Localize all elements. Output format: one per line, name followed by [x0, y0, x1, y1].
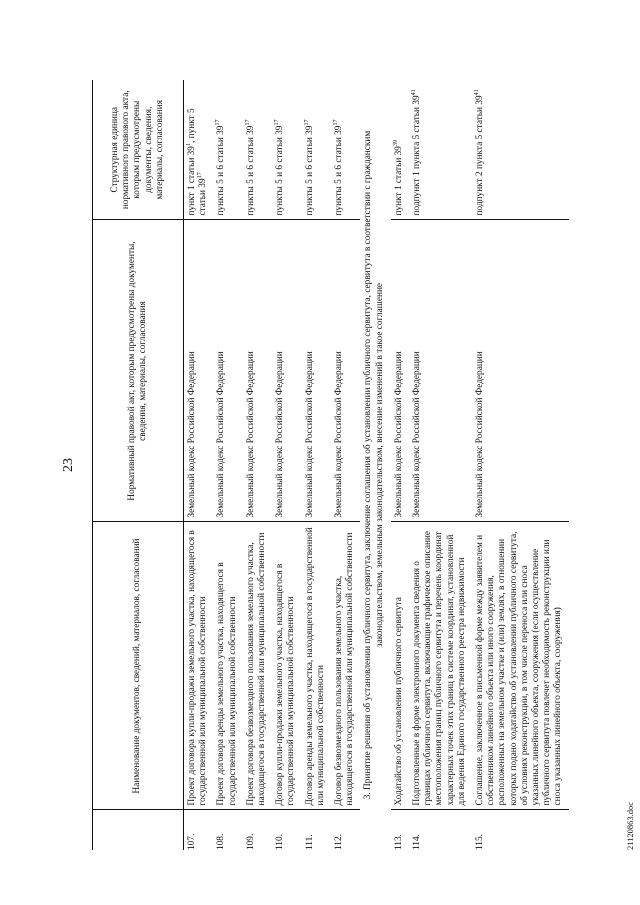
row-unit-sup: 39 [392, 140, 399, 147]
row-act: Земельный кодекс Российской Федерации [213, 220, 242, 522]
row-name: Договор безвозмездного пользования земельного участка, находящегося в государственной или муниципальной собственности [331, 522, 360, 810]
table-row [409, 80, 472, 850]
row-unit-sup2: 17 [197, 172, 204, 179]
row-name: Подготовленные в форме электронного документа сведения о границах публичного сервитута, включающие графическое описание местоположения границ публичного сервитута и перечень координат характерных точек этих границ в системе координат, установленной для ведения Единого государственного реестра недвижимости [409, 522, 472, 810]
row-unit-text: пункты 5 и 6 статьи 39 [275, 125, 286, 216]
row-unit-text: пункты 5 и 6 статьи 39 [245, 125, 256, 216]
row-unit [213, 80, 242, 220]
row-number: 113. [393, 834, 404, 850]
row-act: Земельный кодекс Российской Федерации [243, 220, 272, 522]
row-unit-sup: 17 [215, 119, 222, 126]
row-number: 109. [245, 833, 256, 850]
footer-file-code: 21120863.doc [625, 801, 635, 850]
row-name: Договор аренды земельного участка, находящегося в государственной или муниципальной собственности [302, 522, 331, 810]
header-name: Наименование документов, сведений, материалов, согласований [93, 522, 184, 810]
row-unit-text: пункты 5 и 6 статьи 39 [334, 125, 345, 216]
row-unit [302, 80, 331, 220]
row-act: Земельный кодекс Российской Федерации [391, 220, 409, 522]
documents-table [92, 80, 569, 850]
row-unit [472, 80, 569, 220]
row-unit-sup: 41 [410, 89, 417, 96]
row-unit-text: пункты 5 и 6 статьи 39 [304, 125, 315, 216]
section-heading-row [360, 80, 390, 850]
row-number: 111. [304, 834, 315, 850]
row-act: Земельный кодекс Российской Федерации [331, 220, 360, 522]
row-act: Земельный кодекс Российской Федерации [302, 220, 331, 522]
row-unit-text: пункты 5 и 6 статьи 39 [216, 125, 227, 216]
table-header-row [93, 80, 184, 850]
row-number: 108. [216, 833, 227, 850]
table-row [472, 80, 569, 850]
table-row [184, 80, 214, 850]
table-row [213, 80, 242, 850]
row-name: Ходатайство об установлении публичного сервитута [391, 522, 409, 810]
row-unit [272, 80, 301, 220]
row-number: 115. [475, 834, 486, 850]
row-name: Договор купли-продажи земельного участка, находящегося в государственной или муниципальной собственности [272, 522, 301, 810]
row-unit-sup: 41 [473, 89, 480, 96]
row-unit [391, 80, 409, 220]
section-heading: 3. Принятие решения об установлении публичного сервитута, заключение соглашения об установлении публичного сервитута, сервитута в соответствии с гражданским законодательством, земельным законодательством, внесение изменений в такое соглашение [363, 130, 385, 800]
row-act: Земельный кодекс Российской Федерации [184, 220, 214, 522]
row-name: Соглашение, заключенное в письменной форме между заявителем и собственником линейного объекта или иного сооружения, расположенных на земельном участке и (или) землях, в отношении которых подано ходатайство об установлении публичного сервитута, об условиях реконструкции, в том числе переноса или сноса указанных линейного объекта, сооружения (если осуществление публичного сервитута повлечет необходимость реконструкции или сноса указанных линейного объекта, сооружения) [472, 522, 569, 810]
table-row [302, 80, 331, 850]
row-unit [331, 80, 360, 220]
row-name: Проект договора безвозмездного пользования земельного участка, находящегося в государственной или муниципальной собственности [243, 522, 272, 810]
header-num [93, 810, 184, 850]
page-number: 23 [61, 458, 76, 472]
row-act: Земельный кодекс Российской Федерации [409, 220, 472, 522]
row-unit [243, 80, 272, 220]
row-act: Земельный кодекс Российской Федерации [472, 220, 569, 522]
row-unit-text-rest: , пункт 5 статьи 39 [187, 108, 209, 216]
row-unit-sup: 17 [332, 119, 339, 126]
row-unit-text: пункт 1 статьи 39 [187, 146, 197, 216]
row-unit [409, 80, 472, 220]
table-row [331, 80, 360, 850]
row-act: Земельный кодекс Российской Федерации [272, 220, 301, 522]
row-unit [184, 80, 214, 220]
row-name: Проект договора аренды земельного участка, находящегося в государственной или муниципальной собственности [213, 522, 242, 810]
table-row [391, 80, 409, 850]
rotated-page [58, 80, 635, 850]
row-unit-sup: 17 [303, 119, 310, 126]
row-unit-sup: 17 [274, 119, 281, 126]
row-unit-sup: 1 [185, 143, 192, 147]
row-unit-text: подпункт 2 пункта 5 статьи 39 [475, 95, 486, 216]
row-number: 112. [334, 834, 345, 850]
row-number: 107. [187, 833, 197, 850]
row-unit-sup: 17 [244, 119, 251, 126]
table-row [272, 80, 301, 850]
header-unit: Структурная единица нормативного правового акта, которым предусмотрены документы, сведения, материалы, согласования [93, 80, 184, 220]
row-number: 110. [275, 834, 286, 850]
row-number: 114. [412, 834, 423, 850]
row-name: Проект договора купли-продажи земельного участка, находящегося в государственной или муниципальной собственности [184, 522, 214, 810]
row-unit-text: пункт 1 статьи 39 [393, 146, 404, 216]
header-act: Нормативный правовой акт, которым предусмотрены документы, сведения, материалы, согласования [93, 220, 184, 522]
table-row [243, 80, 272, 850]
row-unit-text: подпункт 1 пункта 5 статьи 39 [412, 95, 423, 216]
